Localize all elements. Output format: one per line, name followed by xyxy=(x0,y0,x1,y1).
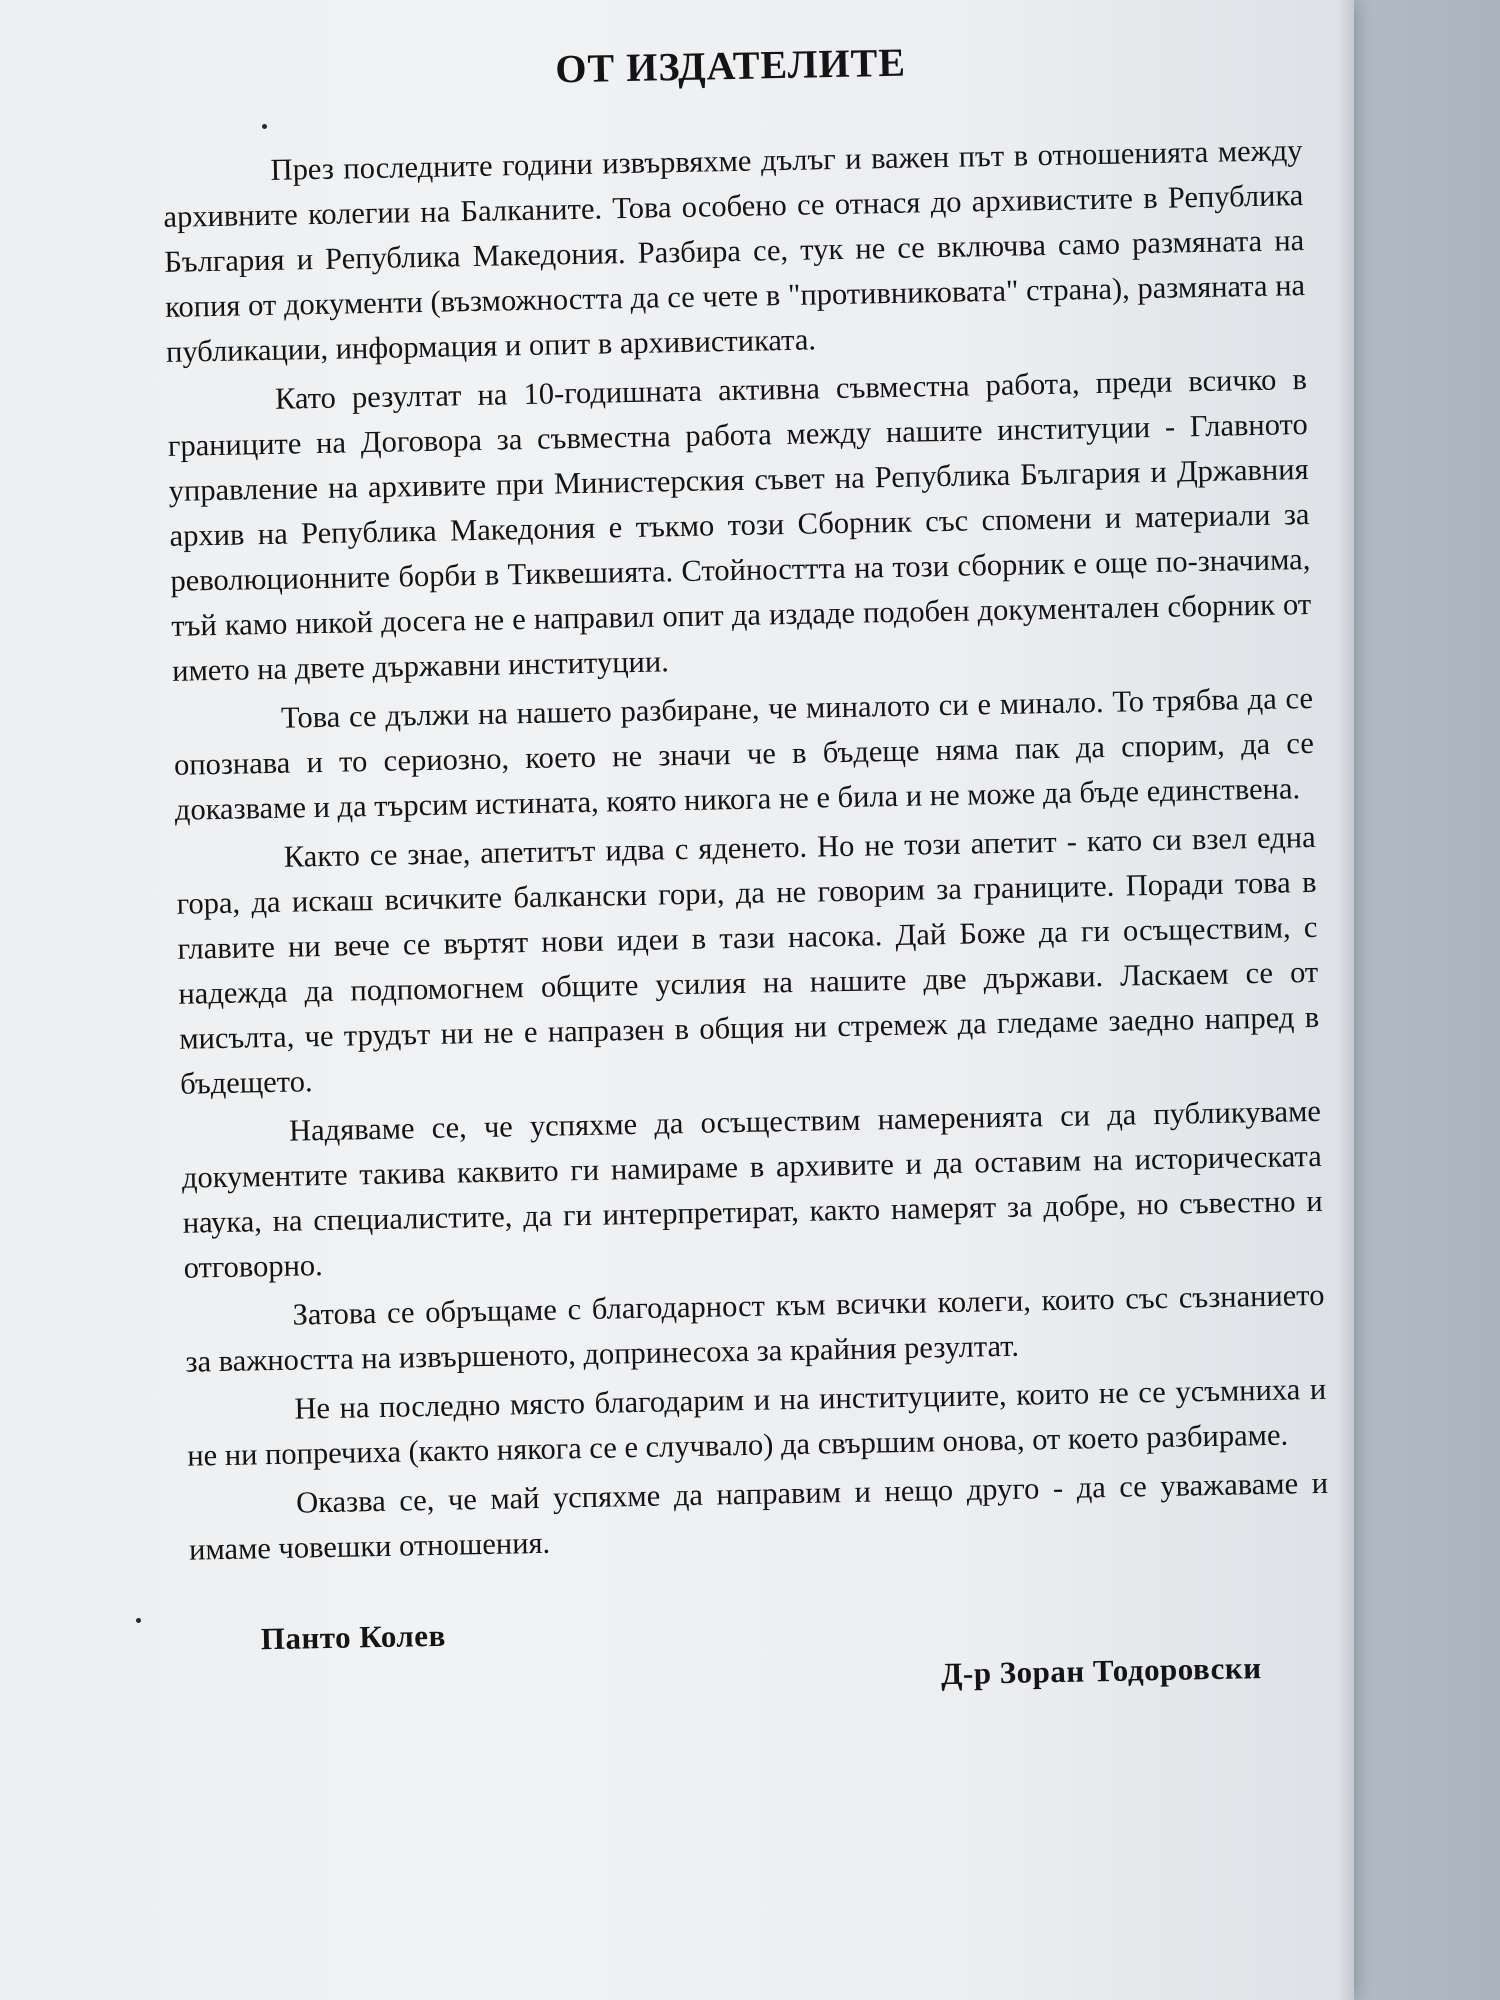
paragraph-6: Затова се обръщаме с благодарност към всички колеги, които със съзнанието за важността на извършеното, допринесоха за крайния резултат. xyxy=(185,1277,1325,1379)
page-title: ОТ ИЗДАТЕЛИТЕ xyxy=(554,39,907,92)
paragraph-3: Това се дължи на нашето разбиране, че миналото си е минало. То трябва да се опознава и то сериозно, което не значи че в бъдеще няма пак да спорим, да се доказваме и да търсим истината, която никога не е била и не може да бъде единствена. xyxy=(173,680,1315,827)
ink-speck xyxy=(136,1618,141,1623)
page-edge xyxy=(1340,0,1354,2000)
paragraph-4: Както се знае, апетитът идва с яденето. Но не този апетит - като си взел една гора, да искаш всичките балкански гори, да не говорим за границите. Поради това в главите ни вече се въртят нови идеи в тази насока. Дай Боже да ги осъществим, с надежда да подпомогнем общите усилия на нашите две държави. Ласкаем се от мисълта, че трудът ни не е напразен в общия ни стремеж да гледаме заедно напред в бъдещето. xyxy=(176,819,1320,1101)
paragraph-1: През последните години извървяхме дълъг и важен път в отношенията между архивните колегии на Балканите. Това особено се отнася до архивистите в Република България и Република Македония. Разбира се, тук не се включва само размяната на копия от документи (възможността да се чете в "противниковата" страна), размяната на публикации, информация и опит в архивистиката. xyxy=(163,133,1306,369)
signature-zoran-todorovski: Д-р Зоран Тодоровски xyxy=(940,1650,1262,1692)
paragraph-8: Оказва се, че май успяхме да направим и нещо друго - да се уважаваме и имаме човешки отношения. xyxy=(188,1465,1329,1567)
paragraph-7: Не на последно място благодарим и на институциите, които не се усъмниха и не ни попречиха (както някога се е случвало) да свършим онова, от което разбираме. xyxy=(186,1371,1327,1473)
paragraph-2: Като резултат на 10-годишната активна съвместна работа, преди всичко в границите на Договора за съвместна работа между нашите институции - Главното управление на архивите при Министерския съвет на Република България и Државния архив на Република Македония е тъкмо този Сборник със спомени и материали за революционните борби в Тиквешията. Стойносттта на този сборник е още по-значима, тъй камо никой досега не е направил опит да издаде подобен документален сборник от името на двете държавни институции. xyxy=(167,361,1312,688)
signature-panto-kolev: Панто Колев xyxy=(260,1617,447,1657)
signature-block xyxy=(190,1583,1332,1725)
paragraph-5: Надяваме се, че успяхме да осъществим намеренията си да публикуваме документите такива каквито ги намираме в архивите и да оставим на историческата наука, на специалистите, да ги интерпретират, както намерят за добре, но съвестно и отговорно. xyxy=(181,1093,1323,1285)
page-content xyxy=(160,19,1332,1725)
